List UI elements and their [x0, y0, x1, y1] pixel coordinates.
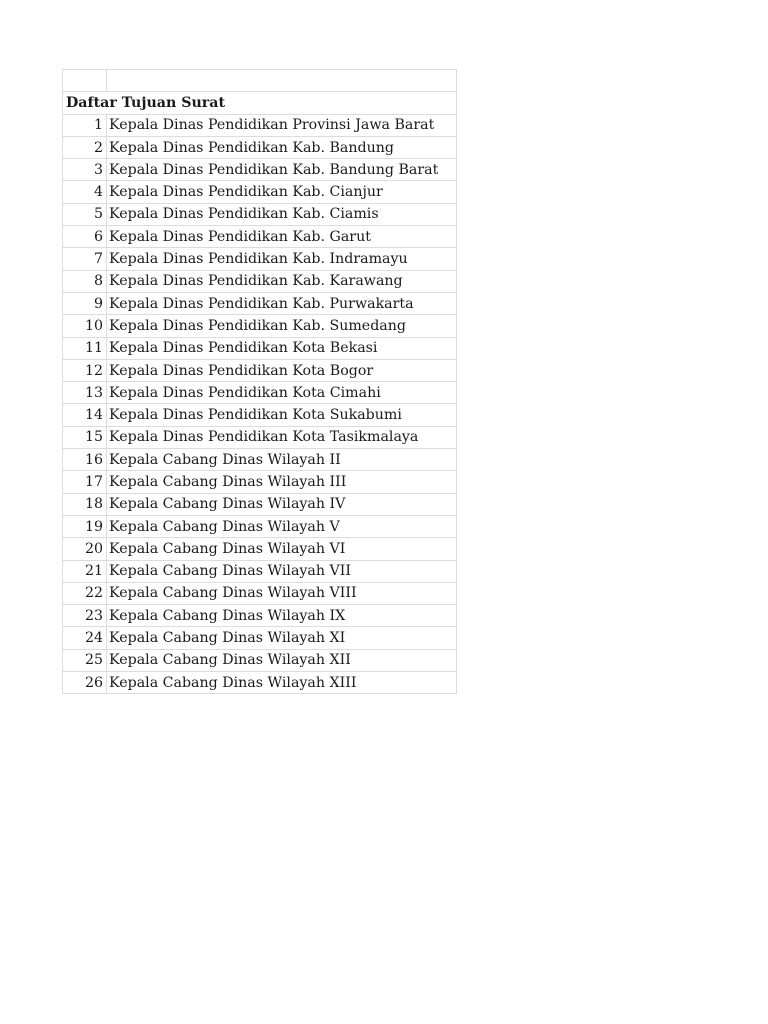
- recipient-name[interactable]: Kepala Dinas Pendidikan Kota Cimahi: [107, 382, 457, 404]
- recipient-name[interactable]: Kepala Cabang Dinas Wilayah VII: [107, 560, 457, 582]
- table-row: [63, 627, 457, 649]
- table-row: [63, 493, 457, 515]
- row-number[interactable]: 11: [63, 337, 107, 359]
- row-number[interactable]: 17: [63, 471, 107, 493]
- row-number[interactable]: 5: [63, 203, 107, 225]
- row-number[interactable]: 12: [63, 359, 107, 381]
- recipient-name[interactable]: Kepala Dinas Pendidikan Kota Bekasi: [107, 337, 457, 359]
- table-row: [63, 248, 457, 270]
- row-number[interactable]: 26: [63, 672, 107, 694]
- recipient-name[interactable]: Kepala Dinas Pendidikan Kab. Bandung: [107, 136, 457, 158]
- empty-row: [63, 70, 457, 92]
- table-row: [63, 672, 457, 694]
- row-number[interactable]: 4: [63, 181, 107, 203]
- recipient-name[interactable]: Kepala Cabang Dinas Wilayah IX: [107, 605, 457, 627]
- table-row: [63, 426, 457, 448]
- row-number[interactable]: 20: [63, 538, 107, 560]
- recipient-name[interactable]: Kepala Cabang Dinas Wilayah III: [107, 471, 457, 493]
- table-row: [63, 203, 457, 225]
- table-row: [63, 449, 457, 471]
- table-row: [63, 582, 457, 604]
- row-number[interactable]: 7: [63, 248, 107, 270]
- table-title[interactable]: Daftar Tujuan Surat: [63, 92, 457, 114]
- recipient-name[interactable]: Kepala Dinas Pendidikan Kota Tasikmalaya: [107, 426, 457, 448]
- table-row: [63, 515, 457, 537]
- row-number[interactable]: 13: [63, 382, 107, 404]
- table-row: [63, 292, 457, 314]
- table-row: [63, 114, 457, 136]
- row-number[interactable]: 1: [63, 114, 107, 136]
- recipient-name[interactable]: Kepala Dinas Pendidikan Kab. Bandung Barat: [107, 159, 457, 181]
- empty-cell-number[interactable]: [63, 70, 107, 92]
- recipient-name[interactable]: Kepala Cabang Dinas Wilayah IV: [107, 493, 457, 515]
- row-number[interactable]: 10: [63, 315, 107, 337]
- table-row: [63, 159, 457, 181]
- row-number[interactable]: 3: [63, 159, 107, 181]
- row-number[interactable]: 6: [63, 226, 107, 248]
- row-number[interactable]: 8: [63, 270, 107, 292]
- row-number[interactable]: 19: [63, 515, 107, 537]
- recipient-name[interactable]: Kepala Cabang Dinas Wilayah II: [107, 449, 457, 471]
- table-row: [63, 359, 457, 381]
- table-row: [63, 649, 457, 671]
- recipient-table: [62, 69, 457, 694]
- table-row: [63, 226, 457, 248]
- recipient-name[interactable]: Kepala Dinas Pendidikan Kab. Ciamis: [107, 203, 457, 225]
- row-number[interactable]: 15: [63, 426, 107, 448]
- row-number[interactable]: 25: [63, 649, 107, 671]
- table-row: [63, 560, 457, 582]
- empty-cell-text[interactable]: [107, 70, 457, 92]
- recipient-name[interactable]: Kepala Cabang Dinas Wilayah XI: [107, 627, 457, 649]
- row-number[interactable]: 9: [63, 292, 107, 314]
- row-number[interactable]: 22: [63, 582, 107, 604]
- row-number[interactable]: 24: [63, 627, 107, 649]
- recipient-name[interactable]: Kepala Dinas Pendidikan Kab. Karawang: [107, 270, 457, 292]
- row-number[interactable]: 14: [63, 404, 107, 426]
- row-number[interactable]: 2: [63, 136, 107, 158]
- recipient-name[interactable]: Kepala Dinas Pendidikan Kab. Sumedang: [107, 315, 457, 337]
- recipient-name[interactable]: Kepala Cabang Dinas Wilayah XIII: [107, 672, 457, 694]
- recipient-name[interactable]: Kepala Cabang Dinas Wilayah V: [107, 515, 457, 537]
- table-row: [63, 181, 457, 203]
- recipient-name[interactable]: Kepala Cabang Dinas Wilayah VI: [107, 538, 457, 560]
- title-row: [63, 92, 457, 114]
- table-row: [63, 605, 457, 627]
- table-row: [63, 538, 457, 560]
- row-number[interactable]: 23: [63, 605, 107, 627]
- row-number[interactable]: 21: [63, 560, 107, 582]
- table-row: [63, 404, 457, 426]
- recipient-name[interactable]: Kepala Dinas Pendidikan Kab. Cianjur: [107, 181, 457, 203]
- recipient-name[interactable]: Kepala Dinas Pendidikan Kota Bogor: [107, 359, 457, 381]
- recipient-name[interactable]: Kepala Dinas Pendidikan Kab. Indramayu: [107, 248, 457, 270]
- recipient-name[interactable]: Kepala Cabang Dinas Wilayah XII: [107, 649, 457, 671]
- table-row: [63, 471, 457, 493]
- recipient-table-body: [63, 70, 457, 694]
- table-row: [63, 270, 457, 292]
- table-row: [63, 315, 457, 337]
- row-number[interactable]: 18: [63, 493, 107, 515]
- recipient-name[interactable]: Kepala Dinas Pendidikan Kab. Garut: [107, 226, 457, 248]
- recipient-name[interactable]: Kepala Cabang Dinas Wilayah VIII: [107, 582, 457, 604]
- row-number[interactable]: 16: [63, 449, 107, 471]
- table-row: [63, 136, 457, 158]
- table-row: [63, 382, 457, 404]
- table-row: [63, 337, 457, 359]
- recipient-name[interactable]: Kepala Dinas Pendidikan Kab. Purwakarta: [107, 292, 457, 314]
- recipient-name[interactable]: Kepala Dinas Pendidikan Kota Sukabumi: [107, 404, 457, 426]
- recipient-name[interactable]: Kepala Dinas Pendidikan Provinsi Jawa Barat: [107, 114, 457, 136]
